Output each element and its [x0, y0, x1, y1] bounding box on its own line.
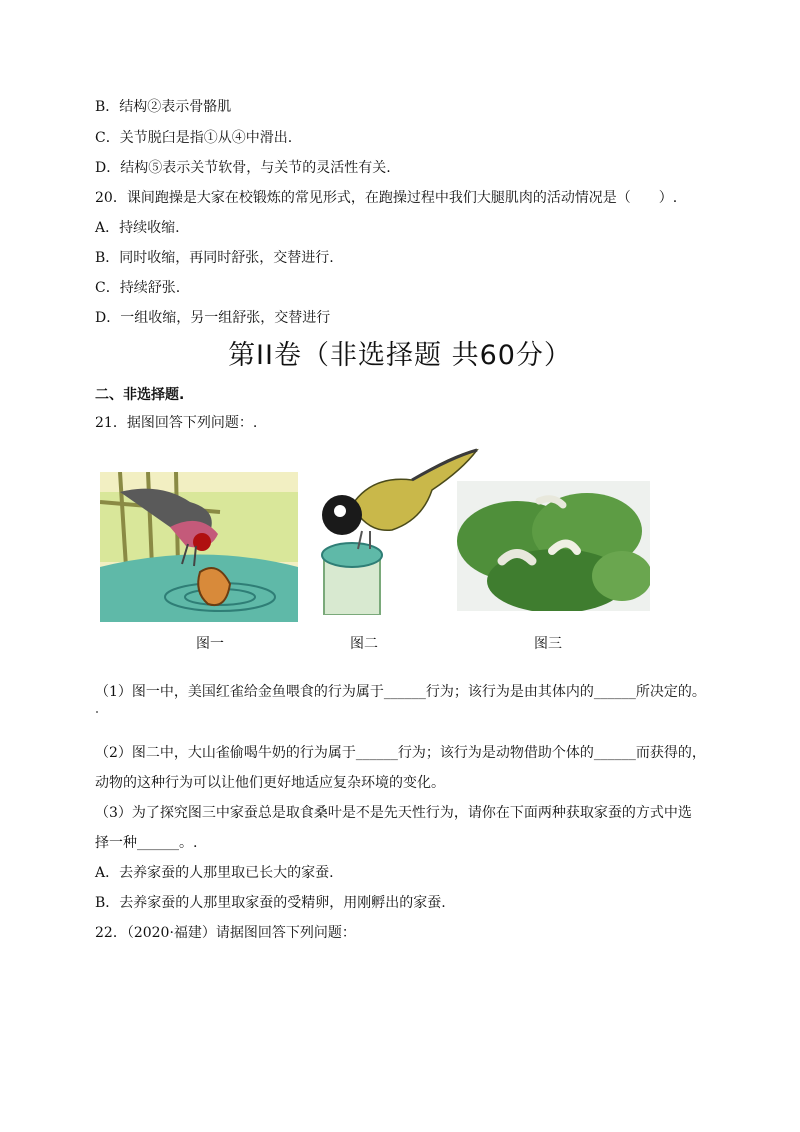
- option-b-line: B．结构②表示骨骼肌: [95, 99, 232, 115]
- part-ii-heading: 第II卷（非选择题 共60分）: [228, 340, 572, 371]
- option-c-line: C．关节脱臼是指①从④中滑出.: [95, 130, 293, 146]
- question-21-stem: 21．据图回答下列问题：.: [95, 415, 258, 431]
- q20-option-b: B．同时收缩，再同时舒张，交替进行.: [95, 250, 334, 266]
- q21-part-3-line-1: （3）为了探究图三中家蚕总是取食桑叶是不是先天性行为，请你在下面两种获取家蚕的方式中选: [95, 805, 692, 821]
- stray-dot: [96, 711, 98, 713]
- q20-option-a: A．持续收缩.: [95, 220, 180, 236]
- q21-option-b: B．去养家蚕的人那里取家蚕的受精卵，用刚孵出的家蚕.: [95, 895, 446, 911]
- question-22-stem: 22．（2020·福建）请据图回答下列问题：: [95, 925, 356, 941]
- q21-part-3-line-2: 择一种______。.: [95, 835, 198, 851]
- q21-part-2-line-1: （2）图二中，大山雀偷喝牛奶的行为属于______行为；该行为是动物借助个体的______而获得的，: [95, 745, 706, 761]
- q21-option-a: A．去养家蚕的人那里取已长大的家蚕.: [95, 865, 334, 881]
- q21-part-1: （1）图一中，美国红雀给金鱼喂食的行为属于______行为；该行为是由其体内的______所决定的。: [95, 684, 706, 700]
- q21-part-2-line-2: 动物的这种行为可以让他们更好地适应复杂环境的变化。: [95, 775, 445, 791]
- q20-option-c: C．持续舒张.: [95, 280, 181, 296]
- figure-1-caption: 图一: [196, 636, 224, 652]
- q20-option-d: D．一组收缩，另一组舒张，交替进行: [95, 310, 331, 326]
- question-20-stem: 20．课间跑操是大家在校锻炼的常见形式，在跑操过程中我们大腿肌肉的活动情况是（ ）.: [95, 190, 678, 206]
- figure-2-caption: 图二: [350, 636, 378, 652]
- option-d-line: D．结构⑤表示关节软骨，与关节的灵活性有关.: [95, 160, 391, 176]
- section-title: 二、非选择题.: [95, 387, 185, 403]
- figure-3-image: [457, 481, 650, 611]
- figure-1-image: [100, 472, 298, 622]
- figure-3-caption: 图三: [534, 636, 562, 652]
